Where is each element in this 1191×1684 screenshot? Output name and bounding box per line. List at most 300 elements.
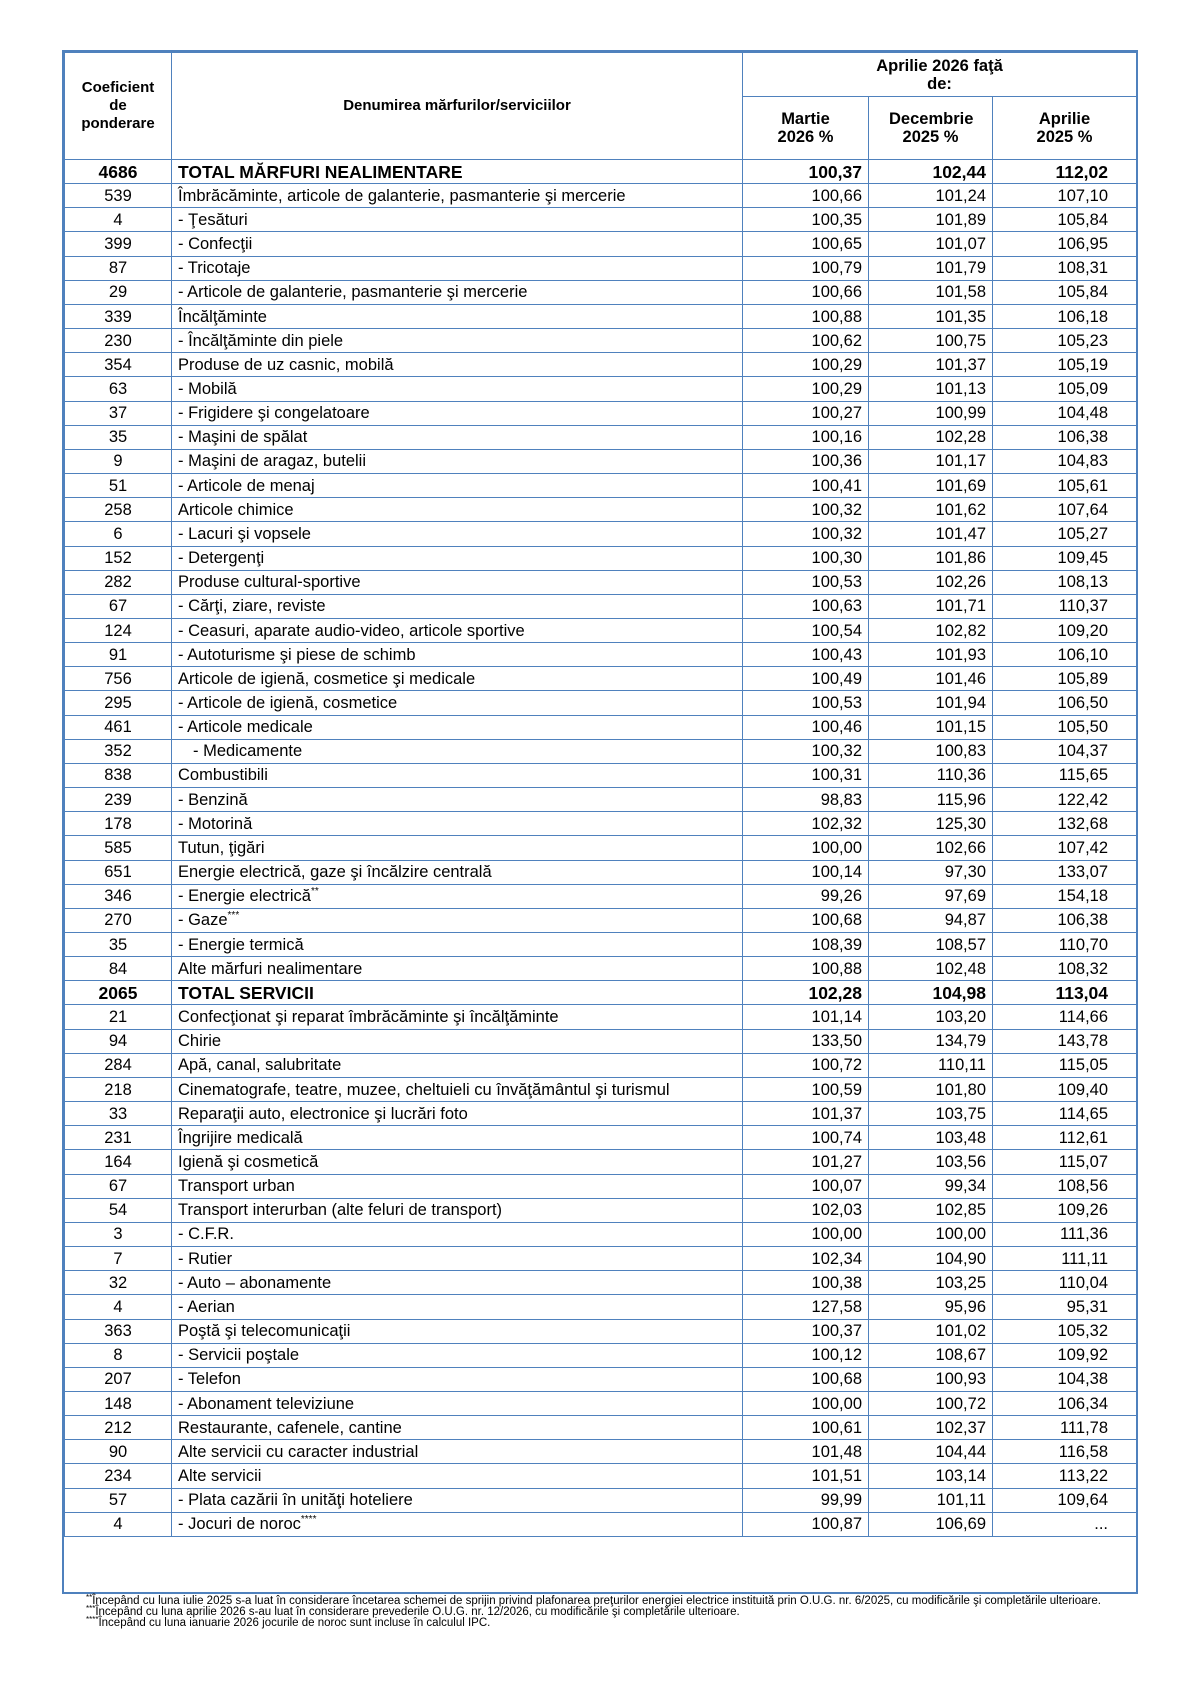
table-row [65,763,1137,787]
cell-name-text: - Abonament televiziune [178,1394,355,1413]
cell-name [172,763,743,787]
cell-december-2025: 101,02 [869,1319,993,1343]
cell-coef: 91 [65,643,172,667]
cell-name [172,329,743,353]
table-row [65,739,1137,763]
table-row [65,1222,1137,1246]
cell-march-2026: 101,51 [743,1464,869,1488]
cell-april-2025: 109,64 [993,1488,1137,1512]
cell-march-2026: 108,39 [743,933,869,957]
cell-december-2025: 101,69 [869,474,993,498]
cell-april-2025: 115,65 [993,763,1137,787]
cell-name [172,908,743,932]
cell-coef: 84 [65,957,172,981]
cell-coef: 164 [65,1150,172,1174]
cell-april-2025: 108,13 [993,570,1137,594]
cell-coef: 9 [65,449,172,473]
table-row [65,1053,1137,1077]
cell-april-2025: 112,02 [993,160,1137,184]
cell-april-2025: 106,38 [993,425,1137,449]
cell-name [172,1391,743,1415]
cell-april-2025: 106,18 [993,304,1137,328]
cell-april-2025: 104,38 [993,1367,1137,1391]
cell-march-2026: 100,37 [743,1319,869,1343]
cell-name-text: - Încălţăminte din piele [178,331,344,350]
cell-december-2025: 101,58 [869,280,993,304]
cell-march-2026: 100,53 [743,570,869,594]
cell-coef: 21 [65,1005,172,1029]
cell-name-text: Alte servicii cu caracter industrial [178,1442,419,1461]
cell-april-2025: 114,65 [993,1102,1137,1126]
cell-name-text: - Energie termică [178,935,304,954]
cell-december-2025: 102,37 [869,1416,993,1440]
table-row [65,208,1137,232]
cell-name [172,425,743,449]
cell-december-2025: 101,47 [869,522,993,546]
cell-december-2025: 101,13 [869,377,993,401]
cell-name [172,232,743,256]
cell-december-2025: 115,96 [869,788,993,812]
cell-coef: 8 [65,1343,172,1367]
header-name: Denumirea mărfurilor/serviciilor [172,53,743,160]
cell-april-2025: 105,84 [993,208,1137,232]
cell-coef: 178 [65,812,172,836]
table-row [65,908,1137,932]
cell-coef: 585 [65,836,172,860]
footnote-mark: **** [300,1514,317,1526]
cell-december-2025: 110,11 [869,1053,993,1077]
cell-december-2025: 106,69 [869,1512,993,1536]
cell-april-2025: 111,78 [993,1416,1137,1440]
cell-name-text: - Lacuri şi vopsele [178,524,311,543]
cell-name-text: - Articole de igienă, cosmetice [178,694,398,713]
cell-december-2025: 101,62 [869,498,993,522]
cell-coef: 7 [65,1247,172,1271]
cell-march-2026: 100,37 [743,160,869,184]
cell-name [172,1198,743,1222]
cell-name [172,304,743,328]
cell-march-2026: 100,32 [743,498,869,522]
header-col1: Martie 2026 % [743,97,869,160]
cell-march-2026: 100,41 [743,474,869,498]
cell-march-2026: 100,49 [743,667,869,691]
cell-name [172,957,743,981]
cell-march-2026: 100,16 [743,425,869,449]
table-row [65,667,1137,691]
cell-name-text: - Mobilă [178,379,237,398]
cell-name-text: - Benzină [178,790,248,809]
cell-march-2026: 100,00 [743,1222,869,1246]
cell-name [172,1295,743,1319]
cell-april-2025: 106,50 [993,691,1137,715]
cell-december-2025: 102,48 [869,957,993,981]
table-row [65,1512,1137,1536]
table-row [65,498,1137,522]
cell-april-2025: 143,78 [993,1029,1137,1053]
table-row [65,256,1137,280]
cell-name-text: Chirie [178,1032,222,1051]
table-row [65,1005,1137,1029]
cell-name-text: Confecţionat şi reparat îmbrăcăminte şi încălţăminte [178,1008,559,1027]
cell-name [172,256,743,280]
cell-coef: 67 [65,1174,172,1198]
cell-april-2025: 106,95 [993,232,1137,256]
cell-april-2025: 105,32 [993,1319,1137,1343]
table-row [65,304,1137,328]
footnote-mark: **** [86,1615,99,1625]
table-row [65,1416,1137,1440]
cell-name [172,933,743,957]
cell-name [172,1174,743,1198]
cell-coef: 4 [65,208,172,232]
cell-december-2025: 102,26 [869,570,993,594]
cell-name-text: Articole chimice [178,500,294,519]
cell-coef: 90 [65,1440,172,1464]
cell-march-2026: 100,65 [743,232,869,256]
cell-april-2025: 109,20 [993,618,1137,642]
cell-coef: 4 [65,1512,172,1536]
cell-name [172,377,743,401]
cell-april-2025: 109,26 [993,1198,1137,1222]
cell-name-text: Cinematografe, teatre, muzee, cheltuieli cu învăţământul şi turismul [178,1080,670,1099]
cell-coef: 152 [65,546,172,570]
cell-march-2026: 100,59 [743,1077,869,1101]
cell-name-text: Transport urban [178,1177,295,1196]
cell-march-2026: 100,27 [743,401,869,425]
cell-december-2025: 103,75 [869,1102,993,1126]
table-row [65,353,1137,377]
cell-december-2025: 100,75 [869,329,993,353]
cell-march-2026: 100,29 [743,353,869,377]
cell-name [172,1102,743,1126]
cell-march-2026: 100,66 [743,280,869,304]
cell-coef: 399 [65,232,172,256]
cell-december-2025: 97,69 [869,884,993,908]
cell-march-2026: 127,58 [743,1295,869,1319]
cell-name [172,401,743,425]
cell-coef: 63 [65,377,172,401]
cell-march-2026: 100,68 [743,1367,869,1391]
cell-name [172,788,743,812]
cell-name [172,981,743,1005]
cell-april-2025: 105,61 [993,474,1137,498]
cell-march-2026: 100,12 [743,1343,869,1367]
cell-coef: 363 [65,1319,172,1343]
table-row [65,1150,1137,1174]
cell-name-text: - Rutier [178,1249,233,1268]
table-row [65,522,1137,546]
cell-name [172,643,743,667]
cell-march-2026: 102,34 [743,1247,869,1271]
cell-december-2025: 95,96 [869,1295,993,1319]
cell-december-2025: 102,85 [869,1198,993,1222]
table-row [65,1319,1137,1343]
table-row [65,377,1137,401]
cell-name-text: Produse de uz casnic, mobilă [178,355,394,374]
cell-march-2026: 100,46 [743,715,869,739]
footnotes [86,1593,1136,1630]
cell-name [172,1053,743,1077]
cell-april-2025: 114,66 [993,1005,1137,1029]
cell-december-2025: 102,28 [869,425,993,449]
cell-coef: 54 [65,1198,172,1222]
cell-name-text: - Auto – abonamente [178,1273,332,1292]
cell-march-2026: 100,32 [743,739,869,763]
cell-name-text: Produse cultural-sportive [178,573,361,592]
table-row [65,812,1137,836]
table-row [65,184,1137,208]
cell-name [172,618,743,642]
cell-name-text: Combustibili [178,766,268,785]
cell-name [172,715,743,739]
table-row [65,570,1137,594]
cell-april-2025: 109,92 [993,1343,1137,1367]
cell-december-2025: 101,86 [869,546,993,570]
cell-march-2026: 100,79 [743,256,869,280]
cell-march-2026: 101,37 [743,1102,869,1126]
cell-coef: 282 [65,570,172,594]
cell-april-2025: 104,37 [993,739,1137,763]
table-row [65,1029,1137,1053]
cell-name-text: Reparaţii auto, electronice şi lucrări foto [178,1104,468,1123]
cell-coef: 57 [65,1488,172,1512]
cell-name [172,1319,743,1343]
cell-march-2026: 100,38 [743,1271,869,1295]
cell-coef: 295 [65,691,172,715]
table-row [65,594,1137,618]
cell-december-2025: 103,20 [869,1005,993,1029]
cell-march-2026: 101,14 [743,1005,869,1029]
cell-april-2025: 110,70 [993,933,1137,957]
cell-coef: 94 [65,1029,172,1053]
cell-name-text: Tutun, ţigări [178,838,265,857]
cell-march-2026: 100,30 [743,546,869,570]
table-row [65,1464,1137,1488]
cell-name [172,884,743,908]
cell-name [172,1416,743,1440]
cell-april-2025: 107,10 [993,184,1137,208]
cell-april-2025: 109,45 [993,546,1137,570]
cell-coef: 838 [65,763,172,787]
cell-name-text: Îngrijire medicală [178,1128,303,1147]
cell-name [172,546,743,570]
cell-name-text: - Autoturisme şi piese de schimb [178,645,416,664]
table-row [65,884,1137,908]
footnote-mark: ** [310,886,319,898]
cell-december-2025: 101,11 [869,1488,993,1512]
cell-march-2026: 100,63 [743,594,869,618]
cell-name [172,1247,743,1271]
table-row [65,1247,1137,1271]
table-row [65,933,1137,957]
table-row [65,474,1137,498]
cell-name [172,474,743,498]
cell-december-2025: 103,14 [869,1464,993,1488]
cell-name-text: - Plata cazării în unităţi hoteliere [178,1491,413,1510]
cell-name-text: - Jocuri de noroc [178,1515,301,1534]
cell-coef: 32 [65,1271,172,1295]
table-row [65,1488,1137,1512]
cell-name [172,1150,743,1174]
table-row [65,981,1137,1005]
cell-name-text: Încălţăminte [178,307,267,326]
cell-march-2026: 100,61 [743,1416,869,1440]
cell-name [172,498,743,522]
cell-coef: 234 [65,1464,172,1488]
cell-coef: 230 [65,329,172,353]
cell-december-2025: 101,15 [869,715,993,739]
cell-december-2025: 104,98 [869,981,993,1005]
cell-december-2025: 102,82 [869,618,993,642]
cell-name-text: - Gaze [178,911,228,930]
table-row [65,1102,1137,1126]
cell-coef: 148 [65,1391,172,1415]
cell-coef: 29 [65,280,172,304]
cell-name [172,160,743,184]
cell-april-2025: 106,38 [993,908,1137,932]
cell-april-2025: 115,07 [993,1150,1137,1174]
cell-april-2025: 104,83 [993,449,1137,473]
table-row [65,401,1137,425]
footnote [86,1615,1136,1630]
cell-december-2025: 100,93 [869,1367,993,1391]
cell-april-2025: 106,34 [993,1391,1137,1415]
cell-name-text: - Servicii poştale [178,1346,300,1365]
cell-december-2025: 101,07 [869,232,993,256]
cell-name-text: - Detergenţi [178,549,265,568]
cell-name [172,667,743,691]
table-body [65,160,1137,1537]
cell-december-2025: 101,71 [869,594,993,618]
cell-coef: 539 [65,184,172,208]
cell-coef: 284 [65,1053,172,1077]
footnote-mark: *** [227,910,240,922]
cell-march-2026: 100,87 [743,1512,869,1536]
cell-april-2025: 105,50 [993,715,1137,739]
cell-name [172,739,743,763]
cell-name [172,1464,743,1488]
cell-april-2025: 109,40 [993,1077,1137,1101]
table-row [65,788,1137,812]
cell-march-2026: 100,00 [743,1391,869,1415]
cell-april-2025: 113,04 [993,981,1137,1005]
cell-name-text: Alte servicii [178,1467,262,1486]
cell-april-2025: 110,04 [993,1271,1137,1295]
cell-march-2026: 100,29 [743,377,869,401]
cell-coef: 124 [65,618,172,642]
cell-coef: 239 [65,788,172,812]
header-col3: Aprilie 2025 % [993,97,1137,160]
cell-name-text: - Cărţi, ziare, reviste [178,597,326,616]
cell-december-2025: 101,24 [869,184,993,208]
cell-march-2026: 99,99 [743,1488,869,1512]
cell-coef: 4686 [65,160,172,184]
table-row [65,715,1137,739]
cell-name-text: TOTAL SERVICII [178,982,314,1003]
cell-coef: 3 [65,1222,172,1246]
table-row [65,1440,1137,1464]
cell-name-text: - Motorină [178,814,253,833]
cell-december-2025: 101,17 [869,449,993,473]
cell-name [172,691,743,715]
cell-name [172,449,743,473]
cell-december-2025: 103,25 [869,1271,993,1295]
table-row [65,1126,1137,1150]
cell-december-2025: 97,30 [869,860,993,884]
cell-april-2025: 105,09 [993,377,1137,401]
table-row [65,1391,1137,1415]
table-row [65,1174,1137,1198]
table-row [65,546,1137,570]
cell-coef: 6 [65,522,172,546]
cell-december-2025: 94,87 [869,908,993,932]
cell-name-text: - Aerian [178,1297,235,1316]
cell-march-2026: 100,36 [743,449,869,473]
cell-april-2025: 111,11 [993,1247,1137,1271]
cell-name [172,1222,743,1246]
cell-march-2026: 100,74 [743,1126,869,1150]
cell-coef: 352 [65,739,172,763]
cell-coef: 87 [65,256,172,280]
footnote-text: Începând cu luna ianuarie 2026 jocurile de noroc sunt incluse în calculul IPC. [98,1617,491,1630]
cell-name-text: Îmbrăcăminte, articole de galanterie, pasmanterie şi mercerie [178,186,626,205]
cell-december-2025: 102,44 [869,160,993,184]
cell-december-2025: 103,48 [869,1126,993,1150]
cell-name [172,594,743,618]
cell-name [172,184,743,208]
cell-april-2025: 105,23 [993,329,1137,353]
cell-december-2025: 101,79 [869,256,993,280]
cell-march-2026: 100,68 [743,908,869,932]
footnote-mark: ** [86,1593,93,1602]
cell-name-text: - Ţesături [178,210,248,229]
cell-march-2026: 100,72 [743,1053,869,1077]
table-row [65,643,1137,667]
cell-march-2026: 99,26 [743,884,869,908]
cell-coef: 346 [65,884,172,908]
table-row [65,1367,1137,1391]
cell-december-2025: 101,46 [869,667,993,691]
cell-name [172,1512,743,1536]
cell-march-2026: 100,14 [743,860,869,884]
cell-march-2026: 102,28 [743,981,869,1005]
cell-name [172,280,743,304]
table-row [65,1271,1137,1295]
table-row [65,449,1137,473]
cell-name [172,570,743,594]
table-row [65,1295,1137,1319]
cell-december-2025: 101,93 [869,643,993,667]
cell-december-2025: 100,83 [869,739,993,763]
cell-coef: 339 [65,304,172,328]
cell-april-2025: ... [993,1512,1137,1536]
table-row [65,957,1137,981]
table-row [65,329,1137,353]
cell-april-2025: 111,36 [993,1222,1137,1246]
cell-march-2026: 100,62 [743,329,869,353]
cell-april-2025: 105,19 [993,353,1137,377]
cell-april-2025: 113,22 [993,1464,1137,1488]
table-row [65,160,1137,184]
cell-name-text: - Confecţii [178,235,253,254]
table-row [65,691,1137,715]
cell-coef: 218 [65,1077,172,1101]
cell-name-text: Articole de igienă, cosmetice şi medicale [178,669,476,688]
header-group: Aprilie 2026 faţă de: [743,53,1137,97]
cell-march-2026: 100,43 [743,643,869,667]
cell-april-2025: 104,48 [993,401,1137,425]
cell-december-2025: 102,66 [869,836,993,860]
